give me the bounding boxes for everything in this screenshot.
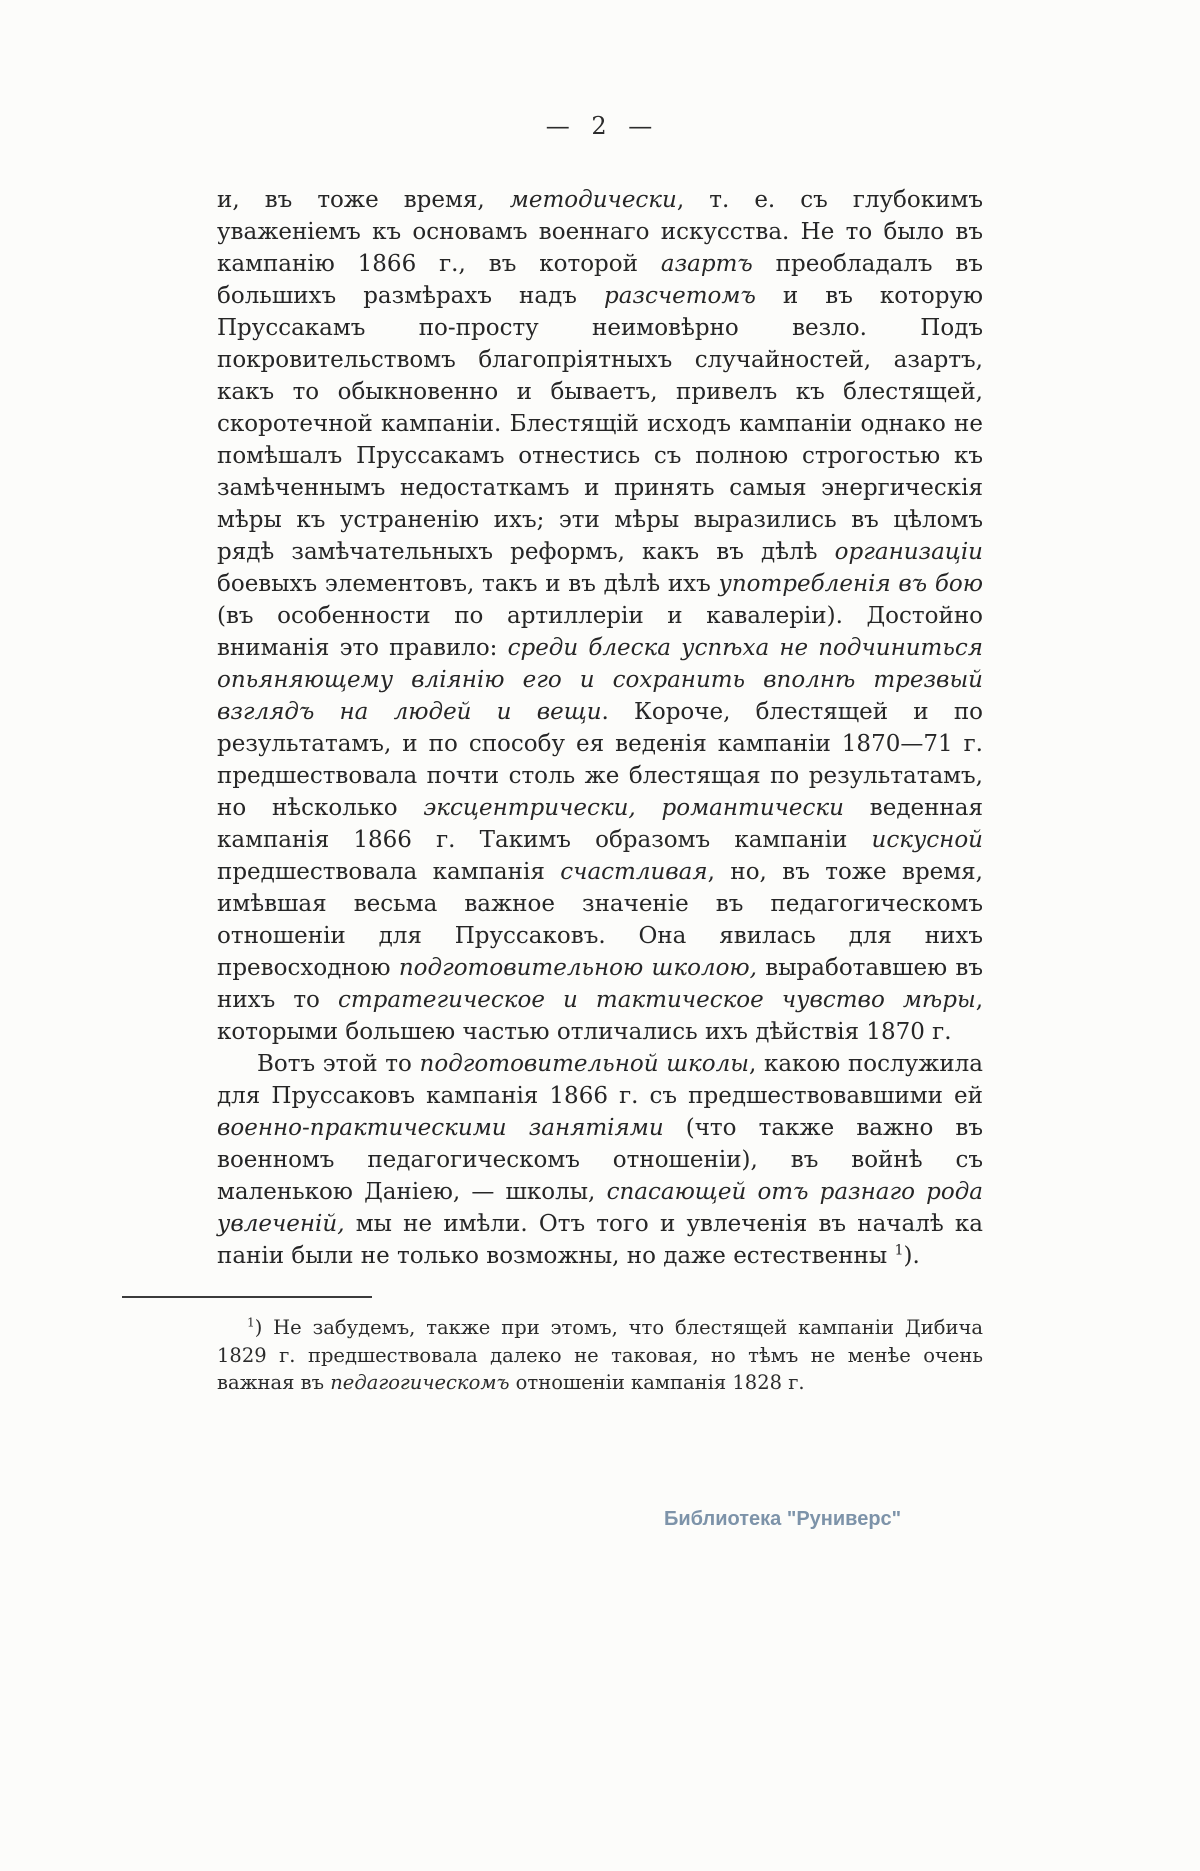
- page-number: — 2 —: [545, 112, 655, 140]
- paragraph-2: Вотъ этой то подготовительной школы, какою послужила для Пруссаковъ кампанія 1866 г. съ предшествовавшими ей военно-практическими занятіями (что также важно въ военномъ педагогическомъ отношеніи), въ войнѣ съ маленькою Даніею, — школы, спасающей отъ разнаго рода увлеченій, мы не имѣли. Отъ того и увлеченія въ началѣ ка паніи были не только возможны, но даже естественны $^1$).: [217, 1051, 984, 1269]
- main-text: [217, 184, 983, 1272]
- footnote-divider: [122, 1296, 372, 1298]
- footnote-text: $^1$) Не забудемъ, также при этомъ, что блестящей кампаніи Дибича 1829 г. предшествовала далеко не таковая, но тѣмъ не менѣе очень важная въ педагогическомъ отношеніи кампанія 1828 г.: [217, 1315, 983, 1394]
- library-watermark: Библиотека "Руниверс": [664, 1508, 902, 1530]
- paragraph-1: и, въ тоже время, методически, т. е. съ глубокимъ уваженіемъ къ основамъ военнаго искусства. Не то было въ кампанію 1866 г., въ которой азартъ преобладалъ въ большихъ размѣрахъ надъ разсчетомъ и въ которую Пруссакамъ по-просту неимовѣрно везло. Подъ покровительствомъ благопріятныхъ случайностей, азартъ, какъ то обыкновенно и бываетъ, привелъ къ блестящей, скоротечной кампаніи. Блестящій исходъ кампаніи однако не помѣшалъ Пруссакамъ отнестись съ полною строгостью къ замѣченнымъ недостаткамъ и принять самыя энергическія мѣры къ устраненію ихъ; эти мѣры выразились въ цѣломъ рядѣ замѣчательныхъ реформъ, какъ въ дѣлѣ организаціи боевыхъ элементовъ, такъ и въ дѣлѣ ихъ употребленія въ бою (въ особенности по артиллеріи и кавалеріи). Достойно вниманія это правило: среди блеска успѣха не подчиниться опьяняющему вліянію его и сохранить вполнѣ трезвый взглядъ на людей и вещи. Короче, блестящей и по результатамъ, и по способу ея веденія кампаніи 1870—71 г. предшествовала почти столь же блестящая по результатамъ, но нѣсколько эксцентрически, романтически веденная кампанія 1866 г. Такимъ образомъ кампаніи искусной предшествовала кампанія счастливая, но, въ тоже время, имѣвшая весьма важное значеніе въ педагогическомъ отношеніи для Пруссаковъ. Она явилась для нихъ превосходною подготовительною школою, выработавшею въ нихъ то стратегическое и тактическое чувство мѣры, которыми большею частью отличались ихъ дѣйствія 1870 г.: [217, 187, 983, 1045]
